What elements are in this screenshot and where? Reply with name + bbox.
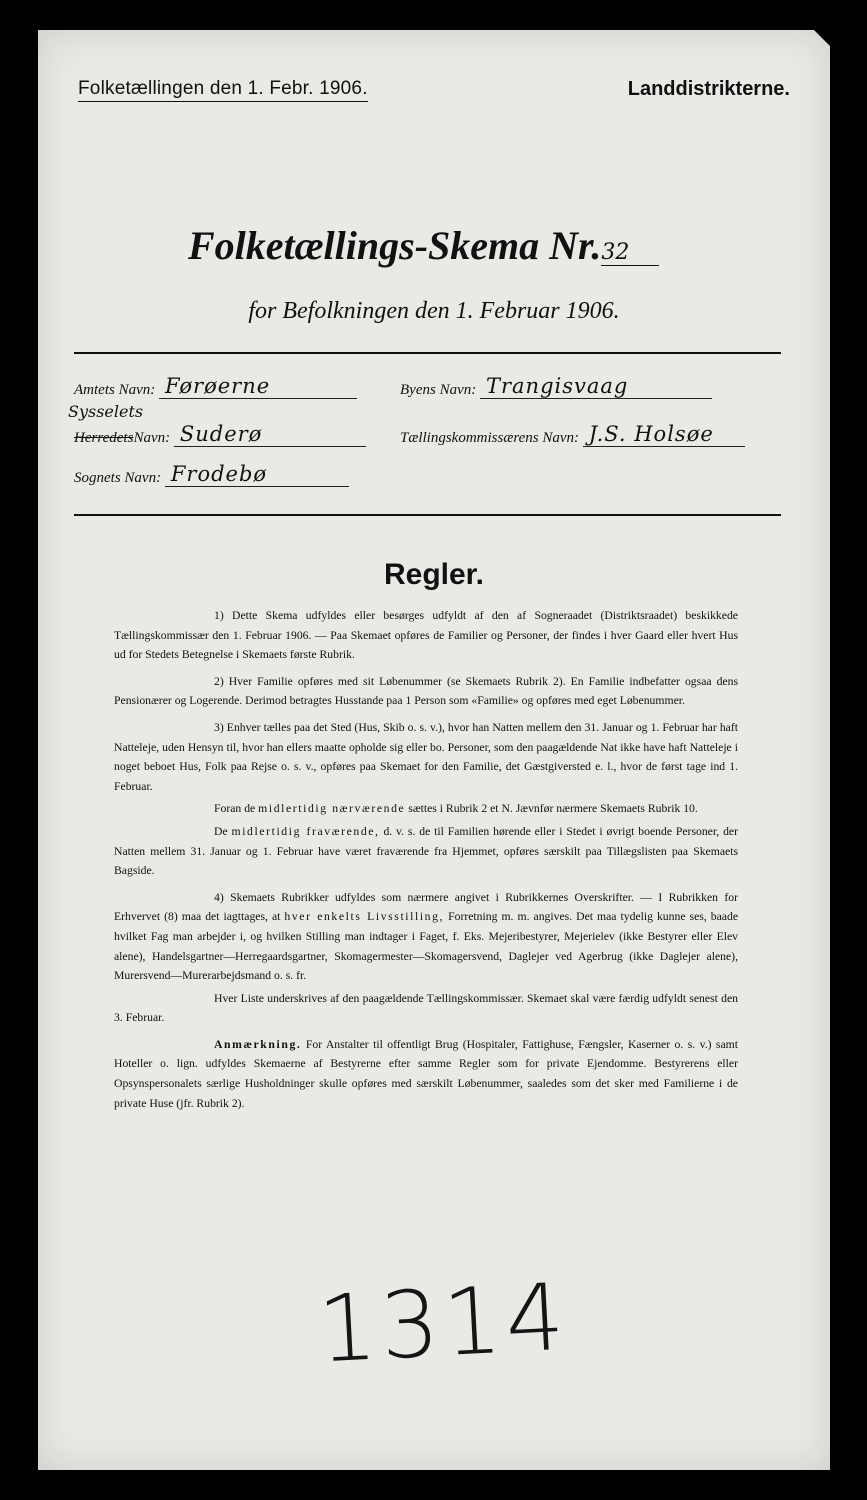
kommissaer-label: Tællingskommissærens Navn: bbox=[400, 430, 580, 446]
amt-value: Førøerne bbox=[159, 374, 357, 399]
bottom-divider bbox=[74, 514, 781, 516]
rule-4-signature: Hver Liste underskrives af den paagældende Tællingskommissær. Skemaet skal være færdig udfyldt senest den 3. Februar. bbox=[114, 991, 738, 1025]
rule-4-post: Forretning m. m. angives. Det maa tydelig kunne ses, baade hvilket Fag man arbejder i, og hvilken Stilling man indtager i Faget, f. Eks. Mejeribestyrer, Mejerielev (ikke Bestyrer eller Elev alene), Handelsgartner—Herregaardsgartner, Skomagermester—Skomagersvend, Daglejer ved Agerbrug (ikke Daglejer alene), Murersvend—Murerarbejdsmand o. s. fr. bbox=[114, 910, 739, 983]
amt-label: Amtets Navn: bbox=[74, 382, 156, 398]
herred-label-struck: Herredets bbox=[74, 430, 134, 446]
rule-3-midlertidig-fravaerende bbox=[114, 822, 738, 881]
sogn-field bbox=[74, 462, 349, 487]
district-type-header: Landdistrikterne. bbox=[627, 78, 790, 100]
form-subtitle: for Befolkningen den 1. Februar 1906. bbox=[248, 298, 620, 324]
census-form-page bbox=[38, 30, 830, 1470]
rule-3-midlertidig-naervaerende bbox=[114, 799, 738, 819]
rule-4-pre: 4) Skemaets Rubrikker udfyldes som nærmere angivet i Rubrikkernes Overskrifter. — I Rubrikken for Erhvervet (8) maa det iagttages, at bbox=[114, 890, 738, 924]
top-divider bbox=[74, 352, 781, 354]
rule-3: 3) Enhver tælles paa det Sted (Hus, Skib o. s. v.), hvor han Natten mellem den 31. Januar og 1. Februar har haft Natteleje, uden Hensyn til, hvor han ellers maatte opholde sig eller bo. Personer, som den paagældende Nat ikke have haft Natteleje i noget beboet Hus, Folk paa Rejse o. s. v., opføres paa Skemaet for den Familie, det Gæstgiversted e. l., hvor de først tage ind 1. Februar. bbox=[114, 720, 738, 793]
sogn-value: Frodebø bbox=[165, 462, 349, 487]
rules-text bbox=[114, 606, 738, 1120]
sogn-label: Sognets Navn: bbox=[74, 470, 162, 486]
herred-field bbox=[74, 422, 366, 447]
handwritten-page-number: 1314 bbox=[315, 1263, 571, 1384]
rule-3b-spaced: midlertidig nærværende bbox=[258, 802, 406, 816]
folded-corner bbox=[813, 29, 831, 47]
form-title-text: Folketællings-Skema Nr. bbox=[188, 223, 602, 268]
sysselets-handwritten: Sysselets bbox=[68, 402, 144, 421]
rule-2: 2) Hver Familie opføres med sit Løbenummer (se Skemaets Rubrik 2). En Familie indbefatter ogsaa dens Pensionærer og Logerende. Derimod betragtes Husstande paa 1 Person som «Familie» og opføres med eget Løbenummer. bbox=[114, 674, 738, 708]
annotation bbox=[114, 1035, 738, 1113]
census-date-header: Folketællingen den 1. Febr. 1906. bbox=[78, 78, 368, 102]
annotation-label: Anmærkning. bbox=[214, 1037, 302, 1051]
form-title bbox=[188, 222, 659, 269]
rule-3b-post: sættes i Rubrik 2 et N. Jævnfør nærmere Skemaets Rubrik 10. bbox=[408, 802, 698, 816]
rule-3c-spaced: midlertidig fraværende, bbox=[231, 824, 380, 838]
rule-4-spaced: hver enkelts Livsstilling, bbox=[284, 910, 445, 924]
by-value: Trangisvaag bbox=[480, 374, 712, 399]
rules-heading: Regler. bbox=[383, 558, 485, 591]
herred-value: Suderø bbox=[174, 422, 366, 447]
kommissaer-field bbox=[400, 422, 745, 447]
by-label: Byens Navn: bbox=[400, 382, 477, 398]
herred-label-suffix: Navn: bbox=[133, 430, 171, 446]
rule-3c-post: d. v. s. de til Familien hørende eller i Stedet i øvrigt boende Personer, der Natten mellem 31. Januar og 1. Februar have været fraværende fra Hjemmet, opføres særskilt paa Tillægslisten paa Skemaets Bagside. bbox=[114, 824, 738, 878]
form-number: 32 bbox=[601, 240, 659, 266]
rule-3b-pre: Foran de bbox=[214, 802, 256, 816]
rule-1: 1) Dette Skema udfyldes eller besørges udfyldt af den af Sogneraadet (Distriktsraadet) beskikkede Tællingskommissær den 1. Februar 1906. — Paa Skemaet opføres de Familier og Personer, der findes i hver Gaard eller hvert Hus ud for Stedets Betegnelse i Skemaets første Rubrik. bbox=[114, 609, 738, 662]
by-field bbox=[400, 374, 712, 399]
rule-4 bbox=[114, 888, 738, 986]
kommissaer-value: J.S. Holsøe bbox=[583, 422, 745, 447]
annotation-text: For Anstalter til offentligt Brug (Hospitaler, Fattighuse, Fængsler, Kaserner o. s. v.) samt Hoteller o. lign. udfyldes Skemaerne af Bestyrerne efter samme Regler som for private Ejendomme. Bestyrerens eller Opsynspersonalets særlige Husholdninger skulle opføres med særskilt Løbenummer, saaledes som det sker med Familierne i de private Huse (jfr. Rubrik 2). bbox=[114, 1037, 738, 1110]
rule-3c-pre: De bbox=[214, 824, 228, 838]
amt-field bbox=[74, 374, 357, 399]
